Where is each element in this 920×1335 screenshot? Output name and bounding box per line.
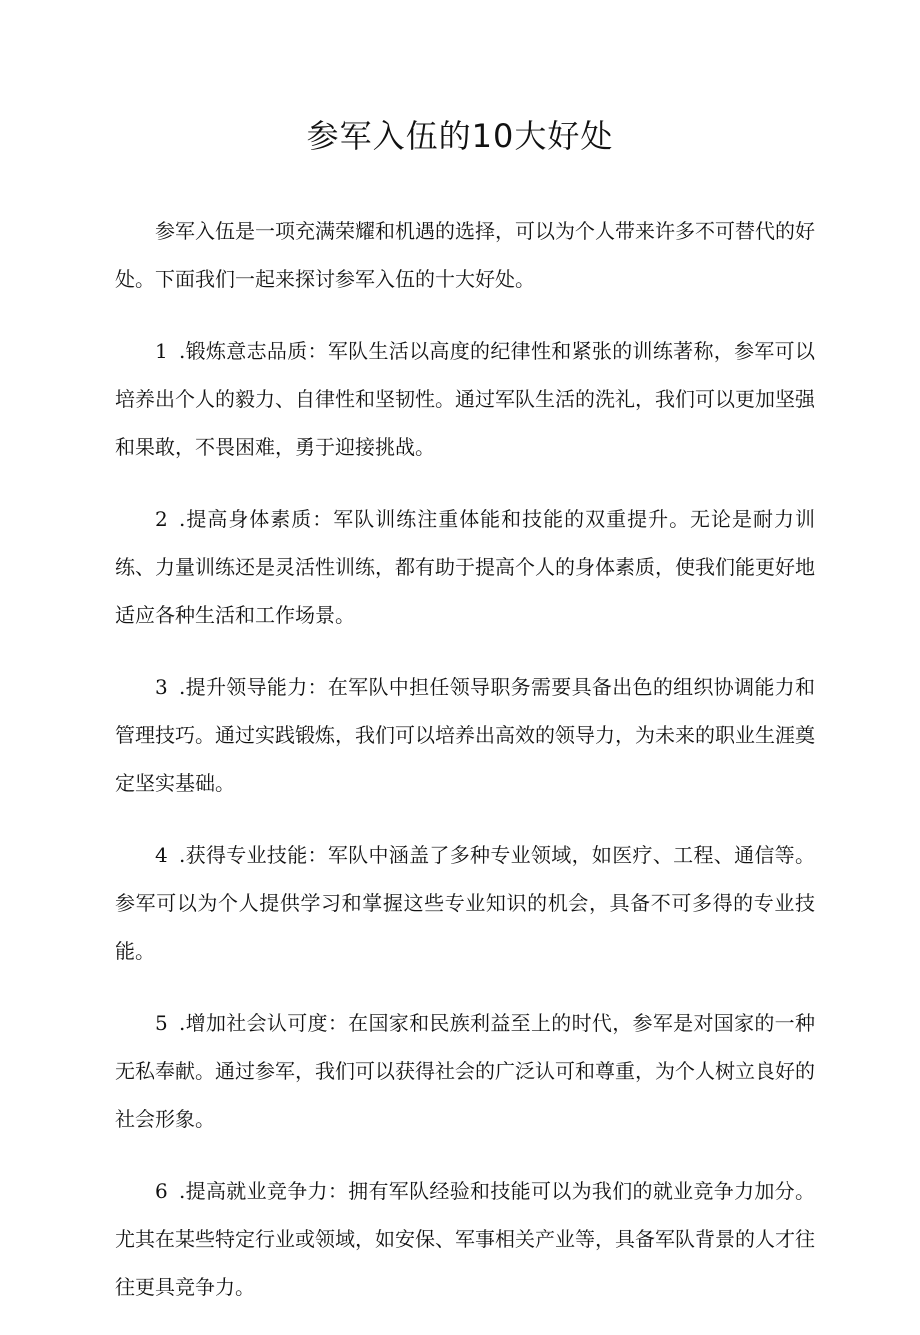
list-item-3 — [115, 663, 815, 807]
list-item-number: 4 — [155, 843, 168, 867]
list-item-1 — [115, 327, 815, 471]
document-body — [115, 207, 815, 1335]
list-item-text: .提高就业竞争力：拥有军队经验和技能可以为我们的就业竞争力加分。尤其在某些特定行业或领域，如安保、军事相关产业等，具备军队背景的人才往往更具竞争力。 — [115, 1179, 815, 1299]
list-item-6 — [115, 1167, 815, 1311]
list-item-2 — [115, 495, 815, 639]
list-item-number: 5 — [155, 1011, 168, 1035]
list-item-number: 1 — [155, 339, 168, 363]
list-item-text: .提升领导能力：在军队中担任领导职务需要具备出色的组织协调能力和管理技巧。通过实践锻炼，我们可以培养出高效的领导力，为未来的职业生涯奠定坚实基础。 — [115, 675, 815, 795]
list-item-number: 3 — [155, 675, 168, 699]
list-item-text: .提高身体素质：军队训练注重体能和技能的双重提升。无论是耐力训练、力量训练还是灵活性训练，都有助于提高个人的身体素质，使我们能更好地适应各种生活和工作场景。 — [115, 507, 815, 627]
list-item-text: .锻炼意志品质：军队生活以高度的纪律性和紧张的训练著称，参军可以培养出个人的毅力、自律性和坚韧性。通过军队生活的洗礼，我们可以更加坚强和果敢，不畏困难，勇于迎接挑战。 — [115, 339, 815, 459]
list-item-text: .增加社会认可度：在国家和民族利益至上的时代，参军是对国家的一种无私奉献。通过参军，我们可以获得社会的广泛认可和尊重，为个人树立良好的社会形象。 — [115, 1011, 815, 1131]
list-item-4 — [115, 831, 815, 975]
intro-paragraph: 参军入伍是一项充满荣耀和机遇的选择，可以为个人带来许多不可替代的好处。下面我们一起来探讨参军入伍的十大好处。 — [115, 219, 815, 291]
list-item-number: 6 — [155, 1179, 168, 1203]
list-item-text: .获得专业技能：军队中涵盖了多种专业领域，如医疗、工程、通信等。参军可以为个人提供学习和掌握这些专业知识的机会，具备不可多得的专业技能。 — [115, 843, 815, 963]
list-item-number: 2 — [155, 507, 168, 531]
document-title: 参军入伍的10大好处 — [306, 117, 614, 155]
list-item-5 — [115, 999, 815, 1143]
